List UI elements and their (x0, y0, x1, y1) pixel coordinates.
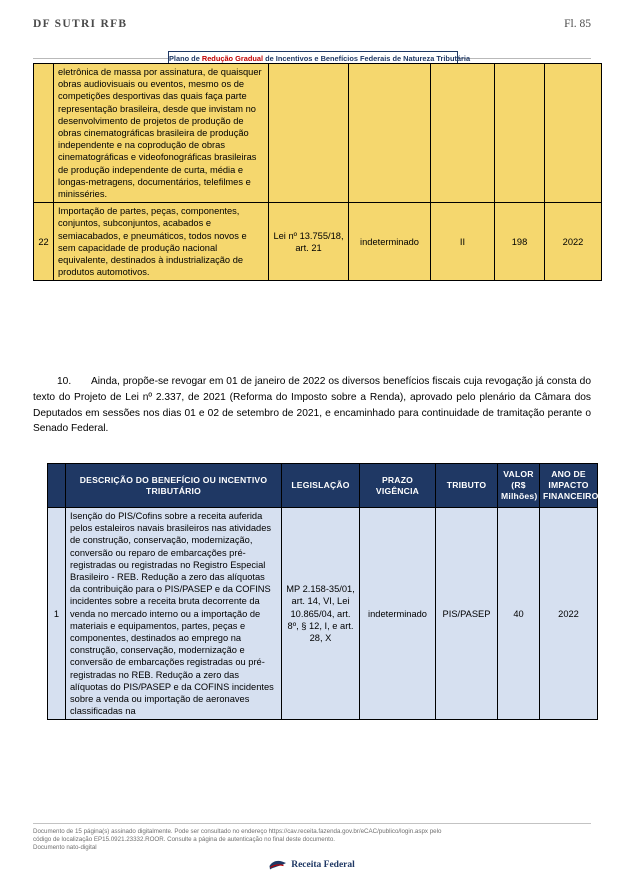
row-description: eletrônica de massa por assinatura, de quaisquer obras audiovisuais ou eventos, mesmo os de competições desportivas das quais faça parte representação brasileira, desde que invistam no desenvolvimento de projetos de produção de obras cinematográficas brasileira de produção independente e na coprodução de obras cinematográficas e videofonográficas brasileiras de produção independente de curta, média e longas-metragens, documentários, telefilmes e minisséries. (54, 64, 269, 203)
paragraph-10 (33, 374, 591, 437)
revocation-benefits-table (47, 463, 598, 720)
footer-note (33, 828, 591, 853)
row-ano (545, 64, 602, 203)
row-tributo (431, 64, 495, 203)
paragraph-number: 10. (57, 376, 72, 387)
row-number: 1 (48, 508, 66, 720)
table-header-row (48, 464, 598, 508)
row-tributo: II (431, 203, 495, 281)
row-valor (495, 64, 545, 203)
row-number (34, 64, 54, 203)
receita-federal-logo (269, 856, 355, 874)
table-row (34, 64, 602, 203)
row-ano: 2022 (540, 508, 598, 720)
footer-line-3: Documento nato-digital (33, 844, 97, 852)
footer-divider (33, 823, 591, 824)
table-row (34, 203, 602, 281)
paragraph-text: Ainda, propõe-se revogar em 01 de janeiro de 2022 os diversos benefícios fiscais cuja revogação já consta do texto do Projeto de Lei nº 2.337, de 2021 (Reforma do Imposto sobre a Renda), aprovado pelo plenário da Câmara dos Deputados em sessões nos dias 01 e 02 de setembro de 2021, e encaminhado para continuidade de tramitação perante o Senado Federal. (33, 376, 591, 435)
header-prazo: PRAZO VIGÊNCIA (360, 464, 436, 508)
header-ano: ANO DE IMPACTO FINANCEIRO (540, 464, 598, 508)
header-legislation: LEGISLAÇÃO (282, 464, 360, 508)
banner-post: de Incentivos e Benefícios Federais de Natureza Tributária (263, 54, 471, 63)
benefits-table-continued (33, 63, 602, 281)
flag-icon (269, 859, 287, 871)
page-number: Fl. 85 (564, 18, 591, 30)
banner-pre: Plano de (169, 54, 202, 63)
row-valor: 198 (495, 203, 545, 281)
row-prazo (349, 64, 431, 203)
header-tributo: TRIBUTO (436, 464, 498, 508)
header-description: DESCRIÇÃO DO BENEFÍCIO OU INCENTIVO TRIBUTÁRIO (66, 464, 282, 508)
banner-highlight: Redução Gradual (201, 54, 264, 63)
row-legislation: Lei nº 13.755/18, art. 21 (269, 203, 349, 281)
row-legislation (269, 64, 349, 203)
row-description: Importação de partes, peças, componentes, conjuntos, subconjuntos, acabados e semiacabados, e pneumáticos, todos novos e sem capacidade de produção nacional equivalente, destinados à industrialização de produtos automotivos. (54, 203, 269, 281)
logo-text: Receita Federal (291, 860, 355, 870)
table-row (48, 508, 598, 720)
header-valor: VALOR (R$ Milhões) (498, 464, 540, 508)
row-ano: 2022 (545, 203, 602, 281)
header-left-text: DF SUTRI RFB (33, 18, 128, 30)
row-prazo: indeterminado (349, 203, 431, 281)
footer-logo (0, 854, 624, 874)
document-header (0, 18, 624, 63)
row-description: Isenção do PIS/Cofins sobre a receita auferida pelos estaleiros navais brasileiros nas atividades de construção, conservação, modernização, conversão ou reparo de embarcações pré-registradas ou registradas no Registro Especial Brasileiro - REB. Redução a zero das alíquotas da contribuição para o PIS/PASEP e da COFINS incidentes sobre a receita bruta decorrente da venda no mercado interno ou a importação de materiais e equipamentos, partes, peças e componentes, destinados ao emprego na construção, conservação, modernização e conversão de embarcações registradas ou pré-registradas no REB. Redução a zero das alíquotas do PIS/PASEP e da COFINS incidentes sobre a venda ou importação de aeronaves classificadas na (66, 508, 282, 720)
row-legislation: MP 2.158-35/01, art. 14, VI, Lei 10.865/04, art. 8º, § 12, I, e art. 28, X (282, 508, 360, 720)
header-number (48, 464, 66, 508)
footer-line-1: Documento de 15 página(s) assinado digitalmente. Pode ser consultado no endereço https://cav.receita.fazenda.gov.br/eCAC/publico/login.aspx pelo (33, 828, 442, 835)
row-number: 22 (34, 203, 54, 281)
footer-line-2: código de localização EP15.0921.23332.ROOR. Consulte a página de autenticação no final deste documento. (33, 836, 336, 844)
row-valor: 40 (498, 508, 540, 720)
row-prazo: indeterminado (360, 508, 436, 720)
row-tributo: PIS/PASEP (436, 508, 498, 720)
